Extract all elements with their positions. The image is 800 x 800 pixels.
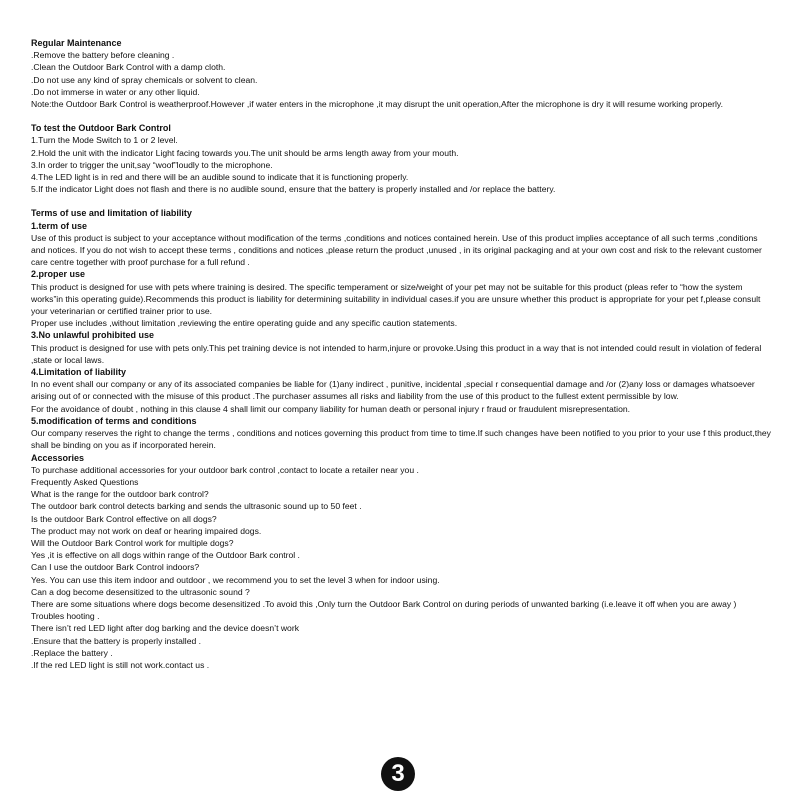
faq-line: The outdoor bark control detects barking and sends the ultrasonic sound up to 50 feet . (31, 501, 362, 512)
terms-section-4-heading: 4.Limitation of liability (31, 367, 127, 378)
maintenance-line: .Remove the battery before cleaning . (31, 50, 175, 61)
terms-section-4-text-2: For the avoidance of doubt , nothing in this clause 4 shall limit our company liability for human death or personal injury r fraud or fraudulent misrepresentation. (31, 403, 631, 414)
troubleshooting-heading: Troubles hooting . (31, 611, 100, 622)
terms-section-2-text: This product is designed for use with pets where training is desired. The specific temperament or size/weight of your pet may not be suitable for this product (pleas refer to “how the system works”in this operating guide).Recommends this product is liability for determining suitability in individual cases.if you are unsure whether this product is appropriate for your pet f,please consult your veterinarian or certified trainer prior to use. (31, 281, 761, 317)
terms-section-4-text: In no event shall our company or any of its associated companies be liable for (1)any indirect , punitive, incidental ,special r consequential damage and /or (2)any loss or damages whatsoever arising out of or connected with the misuse of this product .The purchaser assumes all risks and liability from the use of this product to the fullest extent permissible by low. (31, 379, 755, 402)
faq-line: Can I use the outdoor Bark Control indoors? (31, 562, 200, 573)
terms-heading: Terms of use and limitation of liability (31, 208, 192, 219)
section-gap (31, 110, 771, 122)
troubleshooting-line: There isn’t red LED light after dog barking and the device doesn’t work (31, 623, 299, 634)
test-step: 4.The LED light is in red and there will be an audible sound to indicate that it is functioning properly. (31, 172, 409, 183)
terms-section-3-text: This product is designed for use with pets only.This pet training device is not intended to harm,injure or provoke.Using this product in a way that is not intended could result in violation of federal ,state or local laws. (31, 342, 762, 365)
test-step: 5.If the indicator Light does not flash and there is no audible sound, ensure that the battery is properly installed and /or replace the battery. (31, 184, 556, 195)
terms-section-2-heading: 2.proper use (31, 269, 86, 280)
terms-section-1-heading: 1.term of use (31, 220, 88, 231)
terms-section-1-text: Use of this product is subject to your acceptance without modification of the terms ,conditions and notices contained herein. Use of this product implies acceptance of all such terms ,conditions and notices. If you do not wish to accept these terms , conditions and notices ,please return the product ,unused , in its original packaging and at your own cost and risk to the relevant customer care centre together with proof purchase for a full refund . (31, 232, 762, 268)
test-step: 2.Hold the unit with the indicator Light facing towards you.The unit should be arms length away from your mouth. (31, 147, 459, 158)
accessories-text: To purchase additional accessories for your outdoor bark control ,contact to locate a retailer near you . (31, 464, 419, 475)
test-step: 3.In order to trigger the unit,say “woof”loudly to the microphone. (31, 159, 273, 170)
page-number-badge: 3 (381, 757, 415, 791)
faq-line: Yes. You can use this item indoor and outdoor , we recommend you to set the level 3 when for indoor using. (31, 574, 440, 585)
maintenance-heading: Regular Maintenance (31, 38, 122, 48)
faq-last-answer: There are some situations where dogs become desensitized .To avoid this ,Only turn the Outdoor Bark Control on during periods of unwanted barking (i.e.leave it off when you are away ) (31, 598, 737, 609)
faq-line: Is the outdoor Bark Control effective on all dogs? (31, 513, 217, 524)
maintenance-note: Note:the Outdoor Bark Control is weatherproof.However ,if water enters in the microphone ,it may disrupt the unit operation,After the microphone is dry it will resume working properly. (31, 99, 723, 110)
troubleshooting-line: .If the red LED light is still not work.contact us . (31, 659, 210, 670)
faq-line: What is the range for the outdoor bark control? (31, 489, 209, 500)
section-gap (31, 195, 771, 207)
accessories-heading: Accessories (31, 452, 85, 463)
test-heading: To test the Outdoor Bark Control (31, 123, 171, 134)
terms-section-2-text-2: Proper use includes ,without limitation ,reviewing the entire operating guide and any specific caution statements. (31, 318, 458, 329)
faq-heading: Frequently Asked Questions (31, 476, 139, 487)
manual-page (31, 37, 771, 671)
maintenance-line: .Do not immerse in water or any other liquid. (31, 86, 200, 97)
troubleshooting-line: .Ensure that the battery is properly installed . (31, 635, 202, 646)
faq-line: Will the Outdoor Bark Control work for multiple dogs? (31, 537, 234, 548)
troubleshooting-line: .Replace the battery . (31, 647, 113, 658)
faq-line: The product may not work on deaf or hearing impaired dogs. (31, 525, 262, 536)
maintenance-line: .Do not use any kind of spray chemicals or solvent to clean. (31, 74, 258, 85)
faq-line: Can a dog become desensitized to the ultrasonic sound ? (31, 586, 250, 597)
terms-section-3-heading: 3.No unlawful prohibited use (31, 330, 155, 341)
terms-section-5-text: Our company reserves the right to change the terms , conditions and notices governing this product from time to time.If such changes have been notified to you prior to your use f this product,they shall be binding on you as if incorporated herein. (31, 428, 771, 451)
terms-section-5-heading: 5.modification of terms and conditions (31, 415, 197, 426)
maintenance-line: .Clean the Outdoor Bark Control with a damp cloth. (31, 62, 226, 73)
test-step: 1.Turn the Mode Switch to 1 or 2 level. (31, 135, 178, 146)
faq-line: Yes ,it is effective on all dogs within range of the Outdoor Bark control . (31, 550, 300, 561)
